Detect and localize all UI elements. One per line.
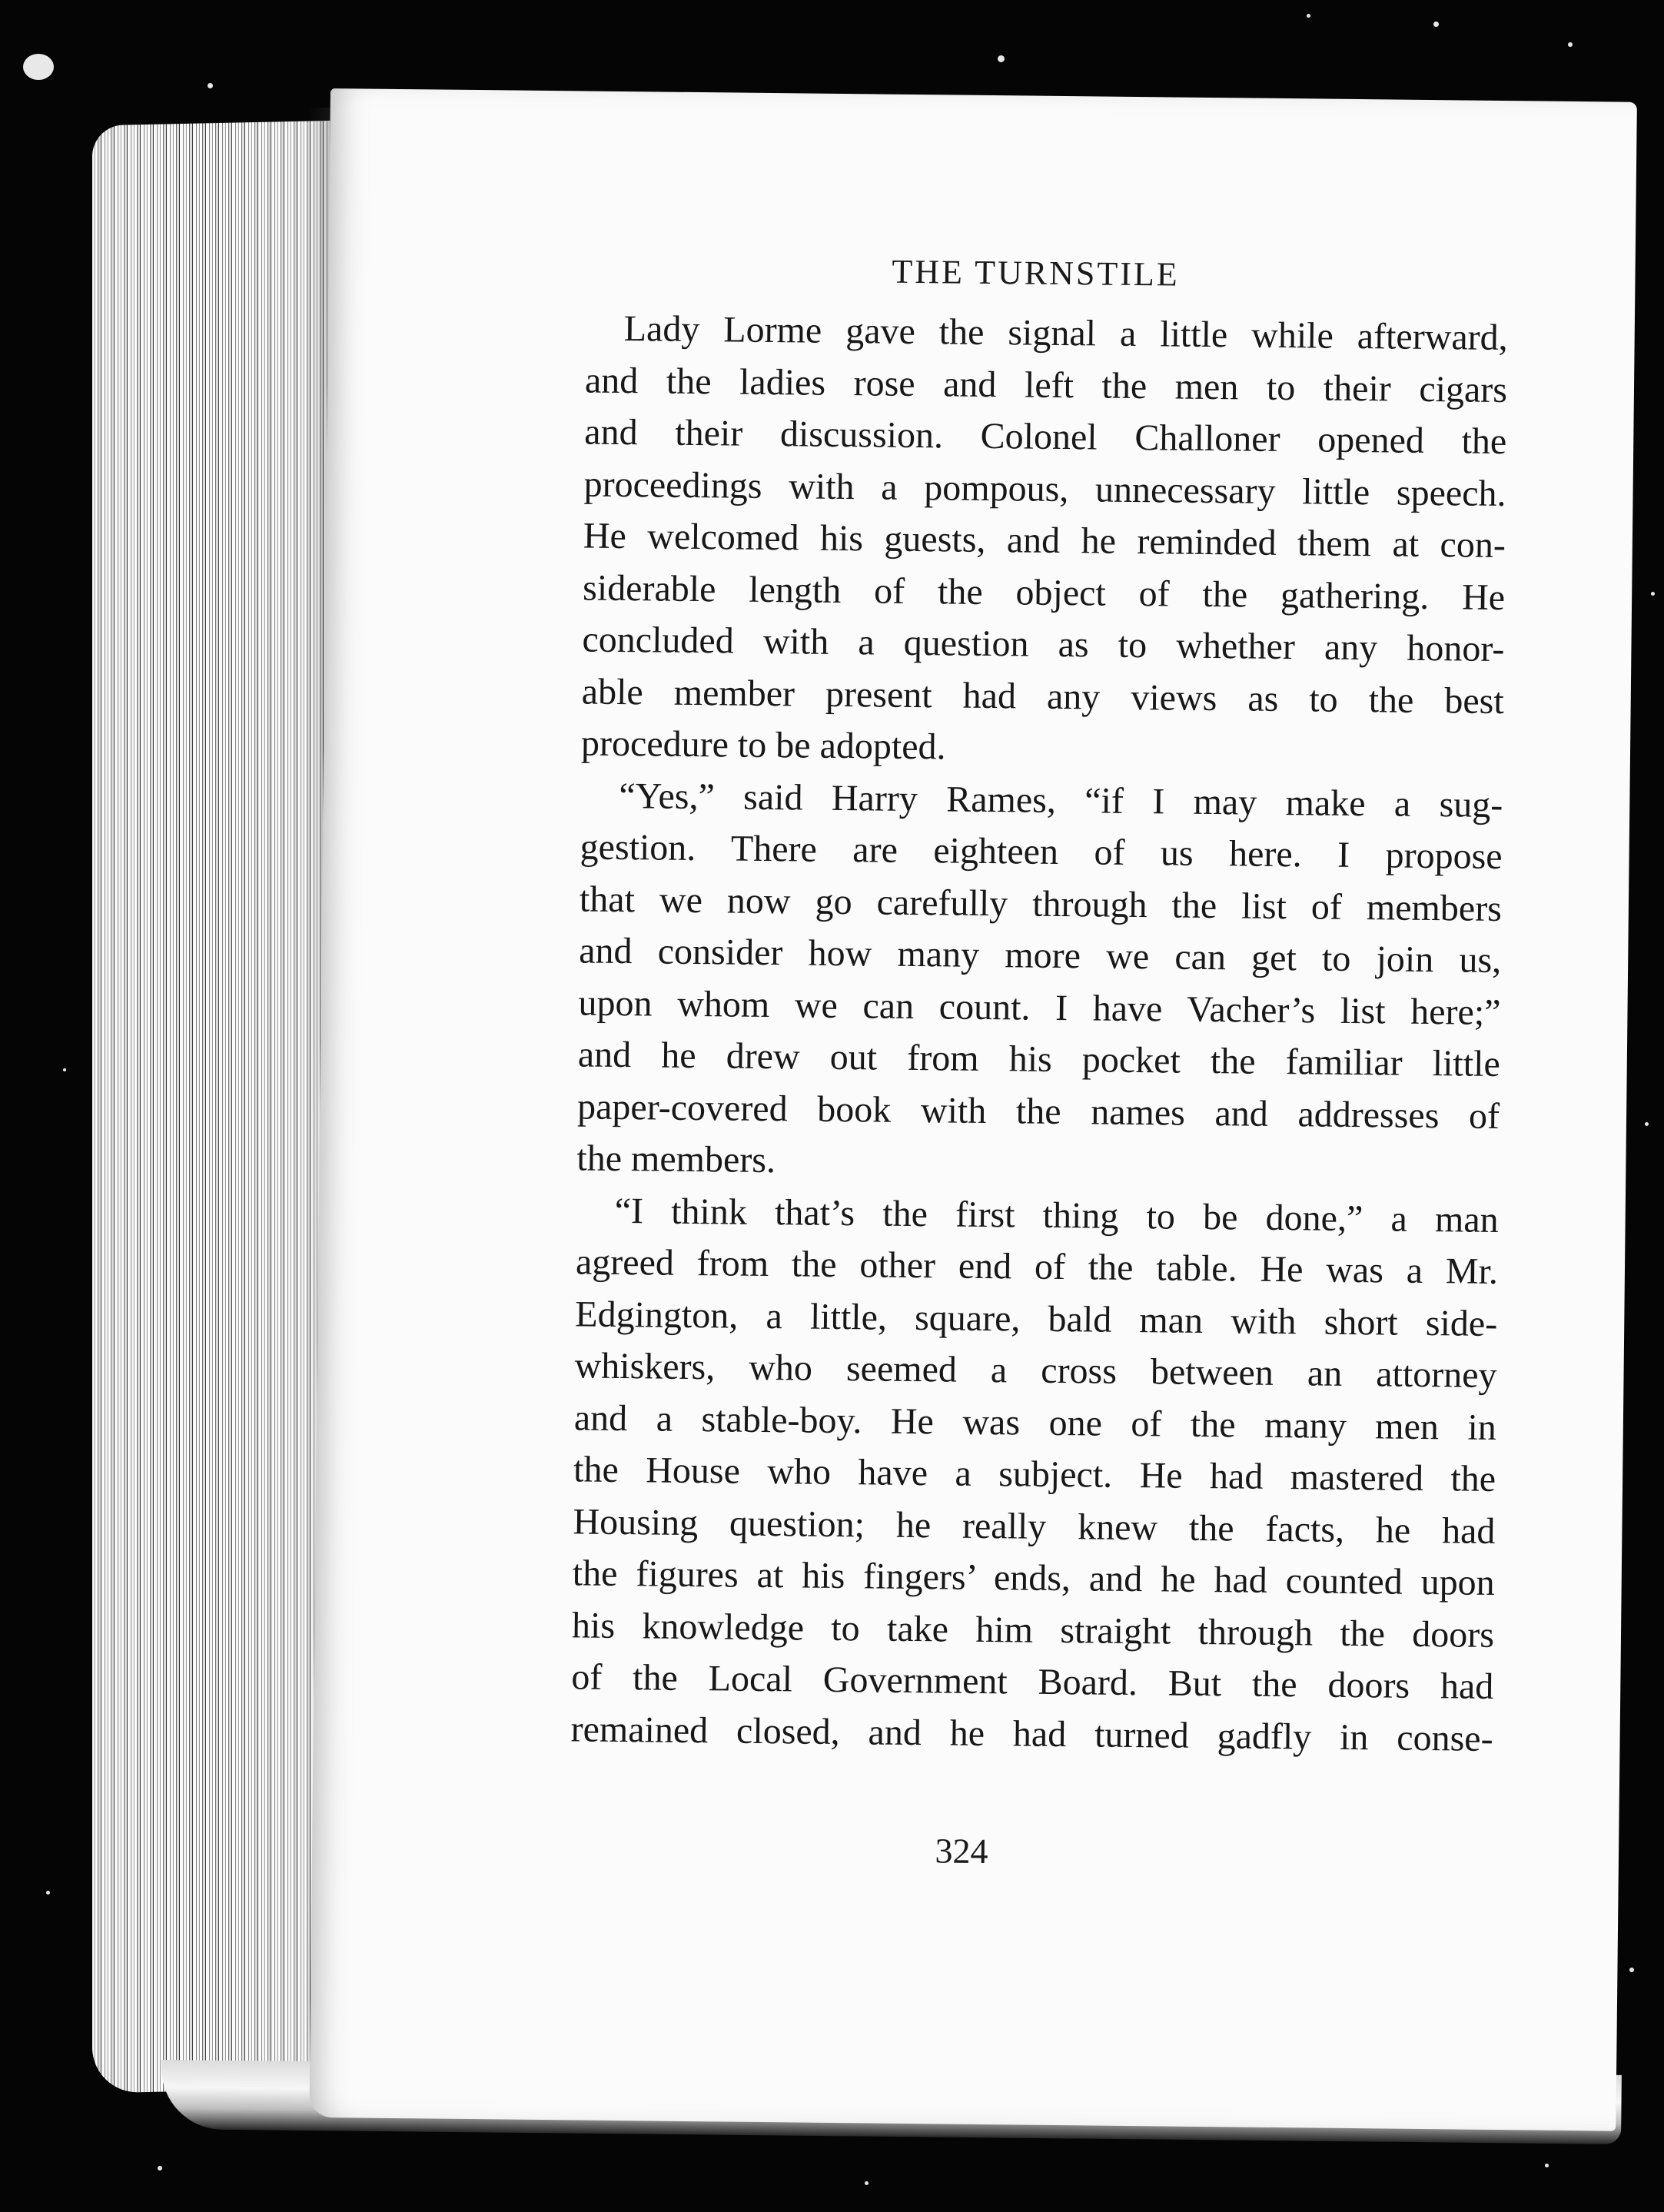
text-line: “I think that’s the first thing to be done,” a man bbox=[614, 1190, 1499, 1241]
text-line: able member present had any views as to the best bbox=[581, 670, 1505, 722]
text-line: proceedings with a pompous, unnecessary little speech. bbox=[583, 463, 1506, 514]
text-line: upon whom we can count. I have Vacher’s list here;” bbox=[578, 981, 1501, 1033]
dust-speck bbox=[63, 1068, 66, 1071]
text-line: the figures at his fingers’ ends, and he had counted upon bbox=[572, 1553, 1495, 1603]
text-line: remained closed, and he had turned gadfly in conse- bbox=[570, 1708, 1493, 1759]
dust-speck bbox=[1545, 2164, 1549, 2167]
dust-speck bbox=[1645, 1122, 1649, 1126]
text-line: Housing question; he really knew the facts, he had bbox=[573, 1500, 1496, 1552]
dust-speck bbox=[998, 55, 1005, 62]
text-line: He welcomed his guests, and he reminded them at con- bbox=[583, 515, 1506, 566]
text-line: whiskers, who seemed a cross between an attorney bbox=[574, 1345, 1497, 1396]
text-line: procedure to be adopted. bbox=[580, 722, 946, 768]
text-line: concluded with a question as to whether any honor- bbox=[582, 619, 1505, 670]
text-line: “Yes,” said Harry Rames, “if I may make a sug- bbox=[619, 775, 1503, 825]
text-line: Edgington, a little, square, bald man with short side- bbox=[575, 1293, 1498, 1344]
text-line: siderable length of the object of the gathering. He bbox=[582, 566, 1506, 618]
dust-speck bbox=[1651, 592, 1655, 596]
text-line: paper-covered book with the names and addresses of bbox=[576, 1085, 1500, 1137]
text-line: gestion. There are eighteen of us here. I propose bbox=[580, 826, 1503, 878]
dust-speck bbox=[1307, 14, 1310, 18]
text-line: and a stable-boy. He was one of the many men in bbox=[573, 1397, 1497, 1448]
dust-speck bbox=[23, 54, 54, 80]
dust-speck bbox=[158, 2166, 162, 2170]
text-line: his knowledge to take him straight through the doors bbox=[571, 1604, 1495, 1656]
running-head: THE TURNSTILE bbox=[892, 252, 1180, 294]
text-line: that we now go carefully through the list of members bbox=[579, 878, 1503, 929]
text-line: and the ladies rose and left the men to their cigars bbox=[584, 359, 1508, 410]
page-number: 324 bbox=[935, 1831, 988, 1872]
text-line: agreed from the other end of the table. He was a Mr. bbox=[575, 1241, 1499, 1292]
text-line: of the Local Government Board. But the doors had bbox=[571, 1656, 1494, 1707]
body-text bbox=[570, 302, 1508, 1764]
dust-speck bbox=[1629, 1968, 1634, 1972]
book-page bbox=[309, 88, 1637, 2131]
dust-speck bbox=[46, 1891, 50, 1895]
dust-speck bbox=[208, 83, 213, 88]
dust-speck bbox=[1433, 22, 1439, 27]
dust-speck bbox=[865, 2181, 869, 2185]
dust-speck bbox=[1568, 42, 1573, 47]
text-line: Lady Lorme gave the signal a little while afterward, bbox=[623, 308, 1508, 359]
text-line: the members. bbox=[576, 1138, 776, 1181]
text-line: and their discussion. Colonel Challoner opened the bbox=[584, 411, 1507, 463]
text-line: and he drew out from his pocket the familiar little bbox=[577, 1034, 1501, 1085]
text-line: the House who have a subject. He had mastered the bbox=[573, 1449, 1496, 1500]
text-line: and consider how many more we can get to join us, bbox=[578, 930, 1502, 981]
